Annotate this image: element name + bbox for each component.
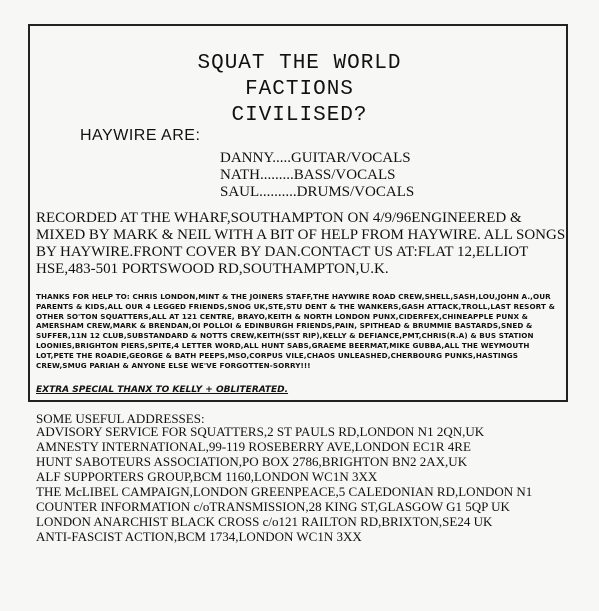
addresses-heading: SOME USEFUL ADDRESSES:: [36, 411, 205, 426]
member-line: NATH.........BASS/VOCALS: [220, 167, 396, 183]
title-line-1: SQUAT THE WORLD: [197, 52, 402, 75]
title-line-3: CIVILISED?: [231, 104, 368, 127]
address-item: ANTI-FASCIST ACTION,BCM 1734,LONDON WC1N 3XX: [36, 529, 362, 544]
address-item: ADVISORY SERVICE FOR SQUATTERS,2 ST PAULS RD,LONDON N1 2QN,UK: [36, 424, 485, 439]
address-item: HUNT SABOTEURS ASSOCIATION,PO BOX 2786,BRIGHTON BN2 2AX,UK: [36, 454, 468, 469]
thanks-list: THANKS FOR HELP TO: CHRIS LONDON,MINT & THE JOINERS STAFF,THE HAYWIRE ROAD CREW,SHELL,SASH,LOU,JOHN A.,OUR PARENTS & KIDS,ALL OUR 4 LEGGED FRIENDS,SNOG UK,STE,STU DENT & THE WANKERS,GASH ATTACK,TROLL,LAST RESORT & OTHER SO'TON SQUATTERS,ALL AT 121 CENTRE, BRAYO,KEITH & NORTH LONDON PUNX,CIDERFEX,CHINEAPPLE PUNX & AMERSHAM CREW,MARK & BRENDAN,OI POLLOI & EDINBURGH FRIENDS,PAIN, SPITHEAD & BRUMMIE BASTARDS,SNED & SUFFER,11N 12 CLUB,SUBSTANDARD & NOTTS CREW,KEITH(SST RIP),KELLY & DEFIANCE,PMT,CHRIS(R.A) & BUS STATION LOONIES,BRIGHTON PIERS,SPITE,4 LETTER WORD,ALL HUNT SABS,GRAEME BEERMAT,MIKE GUBBA,ALL THE WEYMOUTH LOT,PETE THE ROADIE,GEORGE & BATH PEEPS,MSO,CORPUS VILE,CHAOS UNLEASHED,CHERBOURG PUNKS,HASTINGS CREW,SMUG PARIAH & ANYONE ELSE WE'VE FORGOTTEN-SORRY!!!: [36, 292, 555, 370]
title-line-2: FACTIONS: [245, 78, 354, 101]
recording-credits: RECORDED AT THE WHARF,SOUTHAMPTON ON 4/9/96ENGINEERED & MIXED BY MARK & NEIL WITH A BIT OF HELP FROM HAYWIRE. ALL SONGS BY HAYWIRE.FRONT COVER BY DAN.CONTACT US AT:FLAT 12,ELLIOT HSE,483-501 PORTSWOOD RD,SOUTHAMPTON,U.K.: [36, 210, 566, 277]
special-thanks-handwritten: EXTRA SPECIAL THANX TO KELLY + OBLITERATED.: [36, 385, 289, 395]
band-label: HAYWIRE ARE:: [80, 127, 201, 144]
member-line: DANNY.....GUITAR/VOCALS: [220, 150, 411, 166]
address-item: LONDON ANARCHIST BLACK CROSS c/o121 RAILTON RD,BRIXTON,SE24 UK: [36, 514, 493, 529]
addresses-list: [36, 424, 576, 544]
address-item: COUNTER INFORMATION c/oTRANSMISSION,28 KING ST,GLASGOW G1 5QP UK: [36, 499, 510, 514]
address-item: ALF SUPPORTERS GROUP,BCM 1160,LONDON WC1N 3XX: [36, 469, 378, 484]
member-line: SAUL..........DRUMS/VOCALS: [220, 184, 415, 200]
address-item: AMNESTY INTERNATIONAL,99-119 ROSEBERRY AVE,LONDON EC1R 4RE: [36, 439, 471, 454]
address-item: THE McLIBEL CAMPAIGN,LONDON GREENPEACE,5 CALEDONIAN RD,LONDON N1: [36, 484, 533, 499]
